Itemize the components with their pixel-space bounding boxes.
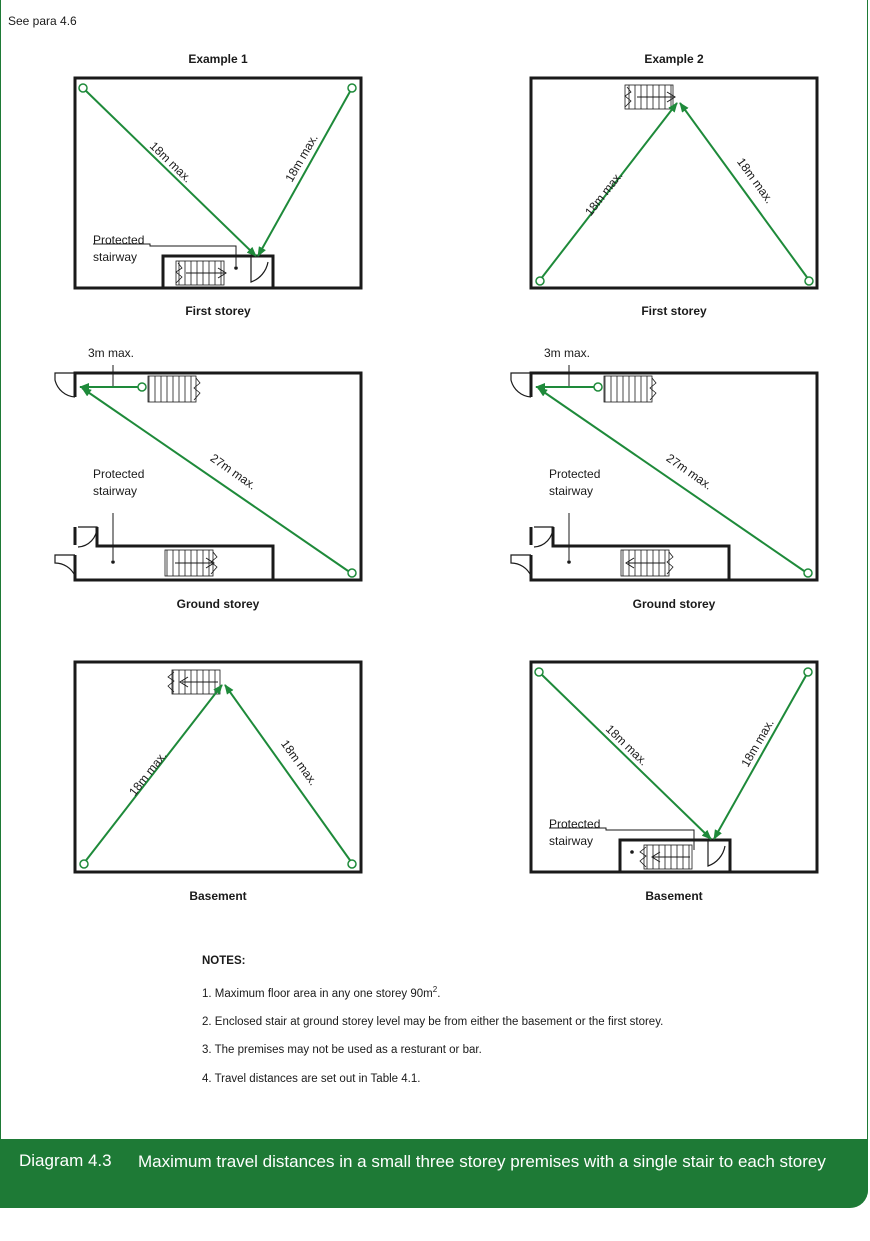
- protected-stairway-label: Protected: [93, 467, 145, 481]
- distance-label: 18m max.: [582, 168, 626, 219]
- stair-flight: [165, 550, 217, 576]
- storey-label: First storey: [185, 304, 251, 318]
- ex2-first-storey-plan: [531, 78, 817, 288]
- caption-bar: [0, 1139, 868, 1208]
- start-point: [594, 383, 602, 391]
- distance-label: 18m max.: [738, 716, 777, 770]
- start-point: [79, 84, 87, 92]
- travel-route: [680, 103, 809, 280]
- travel-route: [83, 88, 256, 256]
- distance-label: 27m max.: [207, 450, 259, 493]
- diagram-number: Diagram 4.3: [19, 1151, 112, 1170]
- protected-stairway-label: stairway: [549, 484, 594, 498]
- stair-flight: [604, 376, 656, 402]
- start-point: [804, 668, 812, 676]
- start-point: [805, 277, 813, 285]
- note-item: 3. The premises may not be used as a resturant or bar.: [202, 1044, 482, 1057]
- storey-label: Ground storey: [176, 597, 260, 611]
- door-swing: [511, 555, 531, 576]
- distance-label: 18m max.: [282, 131, 321, 185]
- ex1-basement-plan: [75, 662, 361, 872]
- protected-stairway-label: stairway: [93, 484, 138, 498]
- stair-flight: [176, 261, 226, 285]
- start-point: [348, 84, 356, 92]
- distance-label: 3m max.: [544, 346, 591, 360]
- notes-section: [202, 956, 663, 1102]
- door-swing: [55, 373, 75, 397]
- ex2-ground-storey-plan: [511, 346, 817, 580]
- protected-stairway-label: Protected: [93, 233, 145, 247]
- note-item: 4. Travel distances are set out in Table 4.1.: [202, 1072, 421, 1085]
- note-item: 2. Enclosed stair at ground storey level may be from either the basement or the first storey.: [202, 1015, 664, 1028]
- diagram-caption: Maximum travel distances in a small three storey premises with a single stair to each storey: [138, 1152, 826, 1171]
- notes-heading: NOTES:: [202, 955, 246, 967]
- stair-flight: [168, 670, 220, 694]
- start-point: [80, 860, 88, 868]
- protected-stairway-label: stairway: [549, 834, 594, 848]
- storey-label: First storey: [641, 304, 707, 318]
- start-point: [138, 383, 146, 391]
- ex1-first-storey-plan: [75, 78, 361, 288]
- distance-label: 18m max.: [734, 155, 777, 207]
- stair-flight: [148, 376, 200, 402]
- ex1-ground-storey-plan: [55, 346, 361, 580]
- distance-label: 18m max.: [126, 748, 170, 799]
- door-swing: [708, 840, 725, 866]
- stair-flight: [640, 845, 692, 869]
- distance-label: 27m max.: [663, 450, 715, 493]
- stair-flight: [621, 550, 673, 576]
- protected-stairway-label: Protected: [549, 817, 601, 831]
- example-2-title: Example 2: [644, 52, 704, 66]
- start-point: [536, 277, 544, 285]
- door-swing: [511, 373, 531, 397]
- protected-stairway-label: stairway: [93, 250, 138, 264]
- see-para-reference: See para 4.6: [8, 14, 77, 28]
- travel-route: [225, 685, 352, 863]
- ex2-basement-plan: [531, 662, 817, 872]
- storey-label: Basement: [189, 889, 247, 903]
- storey-label: Basement: [645, 889, 703, 903]
- door-swing: [534, 527, 553, 547]
- storey-label: Ground storey: [632, 597, 716, 611]
- protected-stairway-label: Protected: [549, 467, 601, 481]
- door-swing: [251, 256, 268, 282]
- door-swing: [78, 527, 97, 547]
- travel-route: [539, 672, 711, 839]
- start-point: [348, 569, 356, 577]
- distance-label: 18m max.: [602, 721, 651, 769]
- start-point: [535, 668, 543, 676]
- note-item: 1. Maximum floor area in any one storey $90m^2$.: [202, 984, 441, 1000]
- travel-route: [714, 672, 808, 839]
- distance-label: 18m max.: [146, 138, 195, 186]
- stair-flight: [625, 85, 675, 109]
- door-swing: [55, 555, 75, 576]
- travel-route: [258, 88, 352, 256]
- example-1-title: Example 1: [188, 52, 248, 66]
- start-point: [804, 569, 812, 577]
- distance-label: 18m max.: [278, 737, 321, 789]
- distance-label: 3m max.: [88, 346, 135, 360]
- start-point: [348, 860, 356, 868]
